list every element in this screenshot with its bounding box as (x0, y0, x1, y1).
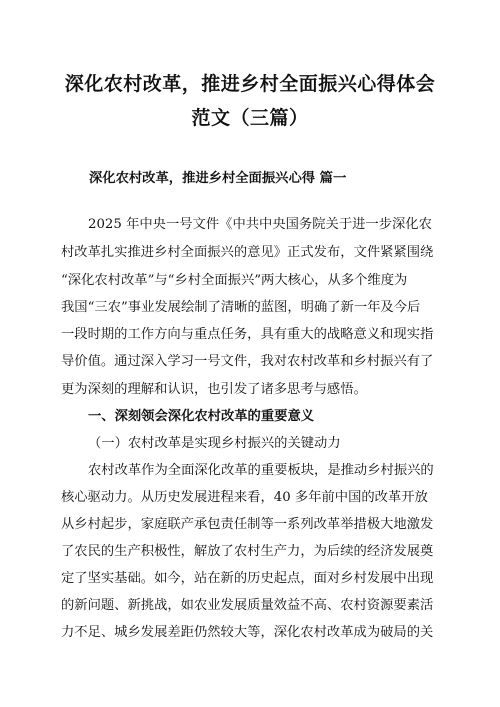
section-subtitle: 深化农村改革，推进乡村全面振兴心得 篇一 (89, 171, 347, 186)
paragraph-line: 从乡村起步，家庭联产承包责任制等一系列改革举措极大地激发 (61, 517, 434, 532)
paragraph-line: 更为深刻的理解和认识，也引发了诸多思考与感悟。 (61, 382, 367, 397)
paragraph-line: 农村改革作为全面深化改革的重要板块，是推动乡村振兴的 (88, 463, 434, 478)
document-title-line-2: 范文（三篇） (191, 107, 309, 129)
paragraph-line: 导价值。通过深入学习一号文件，我对农村改革和乡村振兴有了 (61, 354, 434, 369)
paragraph-line: 了农民的生产积极性，解放了农村生产力，为后续的经济发展奠 (61, 544, 434, 559)
subsection-heading: （一）农村改革是实现乡村振兴的关键动力 (88, 436, 341, 451)
paragraph-line: 核心驱动力。从历史发展进程来看，40 多年前中国的改革开放 (61, 490, 428, 505)
paragraph-line: “深化农村改革”与“乡村全面振兴”两大核心，从多个维度为 (61, 273, 408, 288)
paragraph-line: 一段时期的工作方向与重点任务，具有重大的战略意义和现实指 (61, 327, 434, 342)
paragraph-line: 我国“三农”事业发展绘制了清晰的蓝图，明确了新一年及今后 (61, 300, 421, 315)
paragraph-line: 定了坚实基础。如今，站在新的历史起点，面对乡村发展中出现 (61, 571, 434, 586)
paragraph-line: 的新问题、新挑战，如农业发展质量效益不高、农村资源要素活 (61, 598, 434, 613)
section-heading: 一、深刻领会深化农村改革的重要意义 (88, 409, 315, 424)
paragraph-line: 村改革扎实推进乡村全面振兴的意见》正式发布，文件紧紧围绕 (61, 245, 434, 260)
paragraph-line: 2025 年中央一号文件《中共中央国务院关于进一步深化农 (88, 217, 432, 232)
document-title-line-1: 深化农村改革，推进乡村全面振兴心得体会 (64, 73, 436, 95)
paragraph-line: 力不足、城乡发展差距仍然较大等，深化农村改革成为破局的关 (61, 625, 434, 640)
